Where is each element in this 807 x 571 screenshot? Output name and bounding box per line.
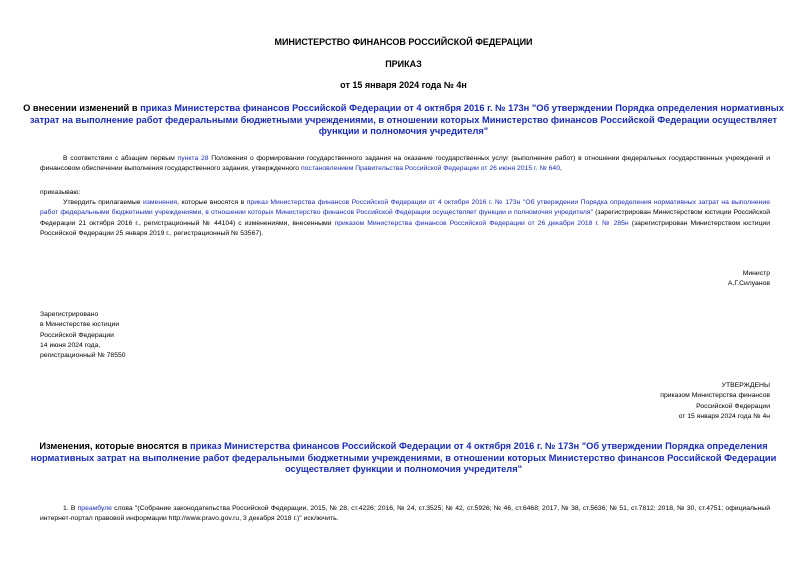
registration-line: 14 июня 2024 года, (40, 341, 101, 349)
preamble-end: , (560, 165, 562, 173)
ministry-heading: МИНИСТЕРСТВО ФИНАНСОВ РОССИЙСКОЙ ФЕДЕРАЦИИ (274, 37, 533, 47)
signature-position: Министр (742, 270, 770, 277)
order-title (0, 103, 807, 138)
item-1-text-cont: слова "(Собрание законодательства Российской Федерации, 2015, № 28, ст.4226; 2016, № 24, ст.3525; № 42, ст.5926; № 46, ст.6468; 2017, № 38, ст.5636; № 51, ст.7812; 2018, № 30, ст.4751; официальный интернет-портал правовой информации http://www.pravo.gov.ru, 3 декабря 2018 г.)" исключить. (40, 505, 770, 523)
approved-line: УТВЕРЖДЕНЫ (721, 382, 770, 389)
approve-end-text: (зарегистрирован Министерством юстиции Российской Федерации 25 января 2019 г., регистрационный № 53567). (40, 219, 771, 237)
changes-order-link[interactable]: приказ Министерства финансов Российской Федерации от 4 октября 2016 г. № 173н "Об утверждении Порядка определения (190, 441, 768, 451)
government-resolution-link[interactable]: постановлением Правительства Российской Федерации от 26 июня 2015 г. № 640 (300, 165, 560, 173)
registration-line: в Министерстве юстиции (40, 321, 120, 329)
order-date-number: от 15 января 2024 года № 4н (340, 80, 467, 90)
approve-text: Утвердить прилагаемые (63, 199, 141, 206)
approve-text-cont: , которые вносятся в (177, 199, 245, 206)
amended-order-link-end[interactable]: функции и полномочия учредителя" (318, 126, 489, 136)
order-title-line1 (0, 103, 807, 115)
item-1-paragraph (40, 504, 770, 525)
order-title-lead: О внесении изменений в (23, 103, 138, 113)
signature-name: А.Г.Силуанов (727, 280, 770, 288)
registration-line: регистрационный № 78550 (40, 352, 126, 360)
approved-line: Российской Федерации (696, 402, 770, 410)
order-173n-link[interactable]: приказ Министерства финансов Российской Федерации от 4 октября 2016 г. № 173н "Об утверждении Порядка определения нормативных затрат на выполнение работ федеральными бюджетными учреждениями, в отношении которых Министерство финансов Российской Федерации осуществляет функции и полномочия учредителя" (40, 199, 771, 217)
registration-line: Российской Федерации (40, 331, 114, 339)
changes-title-line1 (0, 441, 807, 453)
approved-line: от 15 января 2024 года № 4н (678, 412, 770, 420)
amended-order-link[interactable]: приказ Министерства финансов Российской Федерации от 4 октября 2016 г. № 173н "Об утверждении Порядка определения нормативных (140, 103, 784, 113)
approved-block (660, 381, 770, 422)
changes-order-link-cont[interactable]: нормативных затрат на выполнение работ федеральными бюджетными учреждениями, в отношении которых Министерство финансов Российской Федерации (30, 452, 777, 463)
changes-title-lead: Изменения, которые вносятся в (39, 441, 188, 451)
registration-line: Зарегистрировано (40, 311, 99, 318)
clause-28-link[interactable]: пункта 28 (177, 155, 209, 162)
approve-registration-text: (зарегистрирован Министерством юстиции Российской Федерации 21 октября 2016 г., регистрационный № 44104) с изменениями, внесенными (40, 209, 771, 227)
amended-order-link-cont[interactable]: затрат на выполнение работ федеральными бюджетными учреждениями, в отношении которых Министерство финансов Российской Федерации осуществляет (29, 114, 778, 125)
preamble-paragraph (40, 154, 770, 175)
preamble-text-cont: Положения о формировании государственного задания на оказание государственных услуг (выполнение работ) в отношении федеральных государственных учреждений и финансовом обеспечении выполнения государственного задания, утвержденного (40, 155, 771, 173)
approve-paragraph (40, 198, 770, 239)
preamble-text: В соответствии с абзацем первым (63, 155, 175, 162)
order-285n-link[interactable]: приказом Министерства финансов Российской Федерации от 26 декабря 2018 г. № 285н (334, 219, 629, 227)
doc-type-heading: ПРИКАЗ (385, 59, 422, 69)
changes-order-link-end[interactable]: осуществляет функции и полномочия учредителя" (284, 464, 523, 474)
order-word: приказываю: (40, 189, 81, 196)
item-1-text: 1. В (63, 505, 76, 512)
changes-title (0, 441, 807, 476)
preamble-link[interactable]: преамбуле (77, 505, 112, 512)
changes-link[interactable]: изменения (142, 199, 178, 206)
registration-block (40, 310, 126, 361)
signature-block (728, 269, 770, 290)
approved-line: приказом Министерства финансов (660, 392, 770, 400)
